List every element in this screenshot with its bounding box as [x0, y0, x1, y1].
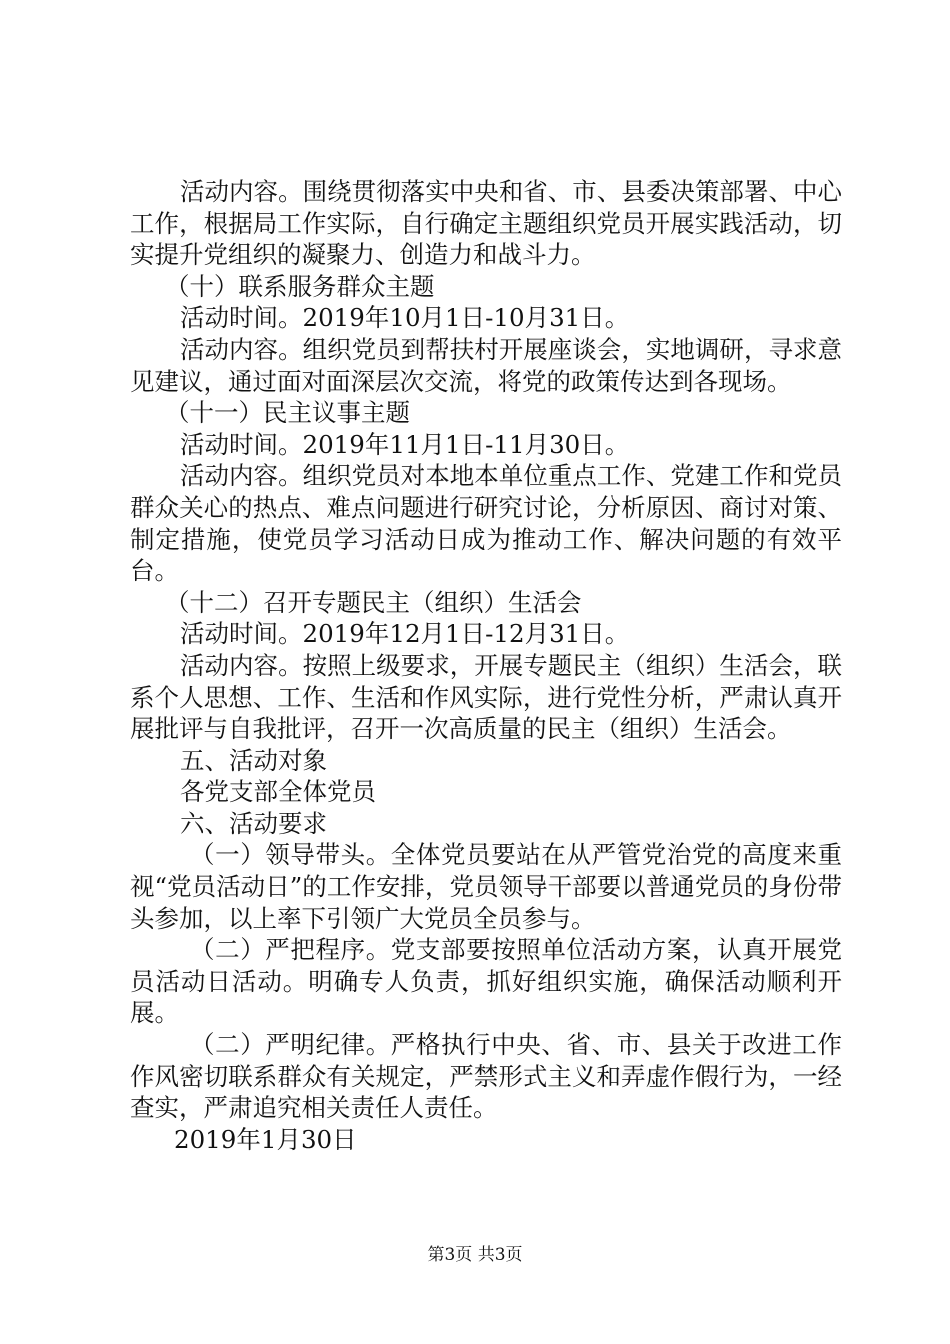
requirement-item: （一）领导带头。全体党员要站在从严管党治党的高度来重视“党员活动日”的工作安排，党员领导干部要以普通党员的身份带头参加，以上率下引领广大党员全员参与。	[130, 840, 842, 933]
section-heading: （十二）召开专题民主（组织）生活会	[165, 587, 582, 617]
section-heading: （十）联系服务群众主题	[165, 271, 435, 301]
paragraph: 活动内容。组织党员对本地本单位重点工作、党建工作和党员群众关心的热点、难点问题进行研究讨论，分析原因、商讨对策、制定措施，使党员学习活动日成为推动工作、解决问题的有效平台。	[130, 461, 842, 586]
paragraph: 活动内容。组织党员到帮扶村开展座谈会，实地调研，寻求意见建议，通过面对面深层次交流，将党的政策传达到各现场。	[130, 334, 842, 396]
section-title: 六、活动要求	[180, 808, 327, 838]
document-date: 2019年1月30日	[174, 1124, 357, 1154]
paragraph: 活动内容。围绕贯彻落实中央和省、市、县委决策部署、中心工作，根据局工作实际，自行确定主题组织党员开展实践活动，切实提升党组织的凝聚力、创造力和战斗力。	[130, 177, 842, 270]
paragraph: 活动内容。按照上级要求，开展专题民主（组织）生活会，联系个人思想、工作、生活和作风实际，进行党性分析，严肃认真开展批评与自我批评，召开一次高质量的民主（组织）生活会。	[130, 650, 842, 744]
requirement-item: （二）严明纪律。严格执行中央、省、市、县关于改进工作作风密切联系群众有关规定，严禁形式主义和弄虚作假行为，一经查实，严肃追究相关责任人责任。	[130, 1030, 842, 1123]
paragraph: 活动时间。2019年12月1日-12月31日。	[180, 619, 630, 649]
page-footer	[0, 1244, 950, 1266]
paragraph: 各党支部全体党员	[180, 777, 376, 807]
paragraph: 活动时间。2019年11月1日-11月30日。	[180, 429, 630, 459]
section-heading: （十一）民主议事主题	[165, 398, 410, 428]
document-body	[130, 176, 842, 1155]
paragraph: 活动时间。2019年10月1日-10月31日。	[180, 303, 630, 333]
requirement-item: （二）严把程序。党支部要按照单位活动方案，认真开展党员活动日活动。明确专人负责，抓好组织实施，确保活动顺利开展。	[130, 935, 842, 1028]
section-title: 五、活动对象	[180, 745, 327, 775]
page-number-label: 第3页 共3页	[427, 1245, 523, 1265]
